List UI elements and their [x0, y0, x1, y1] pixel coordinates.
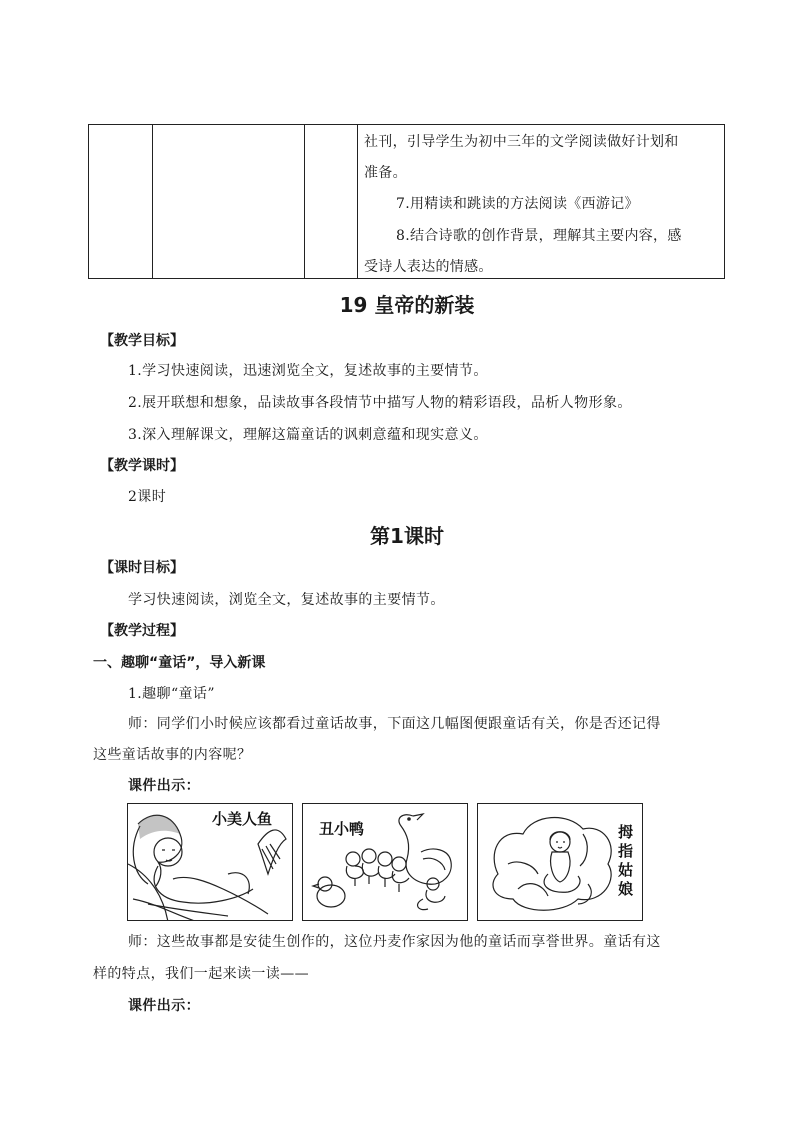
table-line: 8.结合诗歌的创作背景，理解其主要内容，感 [396, 228, 682, 244]
picture-caption: 丑小鸭 [319, 820, 365, 838]
table-divider [152, 125, 153, 278]
section-heading: 一、趣聊“童话”，导入新课 [93, 655, 266, 671]
table-line: 社刊，引导学生为初中三年的文学阅读做好计划和 [364, 134, 679, 150]
little-mermaid-image [127, 803, 293, 921]
picture-caption: 拇指姑娘 [616, 824, 634, 900]
lesson-goal-text: 学习快速阅读，浏览全文，复述故事的主要情节。 [128, 592, 445, 608]
ugly-duckling-image [302, 803, 468, 921]
objective-item: 2.展开联想和想象，品读故事各段情节中描写人物的精彩语段，品析人物形象。 [128, 395, 632, 411]
step-heading: 1.趣聊“童话” [128, 686, 215, 702]
process-heading: 【教学过程】 [100, 623, 184, 639]
course-table [88, 124, 725, 279]
objective-item: 1.学习快速阅读，迅速浏览全文，复述故事的主要情节。 [128, 363, 488, 379]
table-line: 7.用精读和跳读的方法阅读《西游记》 [396, 196, 639, 212]
table-divider [304, 125, 305, 278]
show-label: 课件出示： [128, 998, 200, 1014]
paragraph-line: 师：这些故事都是安徒生创作的，这位丹麦作家因为他的童话而享誉世界。童话有这 [128, 934, 661, 950]
period-title: 第1课时 [370, 524, 444, 548]
table-line: 受诗人表达的情感。 [364, 259, 493, 275]
hours-value: 2课时 [128, 489, 167, 505]
objective-item: 3.深入理解课文，理解这篇童话的讽刺意蕴和现实意义。 [128, 427, 488, 443]
lesson-title: 19 皇帝的新装 [339, 293, 475, 317]
show-label: 课件出示： [128, 778, 200, 794]
lesson-goal-heading: 【课时目标】 [100, 560, 184, 576]
picture-caption: 小美人鱼 [212, 810, 273, 828]
paragraph-line: 师：同学们小时候应该都看过童话故事，下面这几幅图便跟童话有关，你是否还记得 [128, 716, 661, 732]
objectives-heading: 【教学目标】 [100, 333, 184, 349]
table-divider [357, 125, 358, 278]
paragraph-line: 这些童话故事的内容呢？ [93, 747, 252, 763]
paragraph-line: 样的特点，我们一起来读一读—— [93, 966, 309, 982]
hours-heading: 【教学课时】 [100, 458, 184, 474]
thumbelina-image [477, 803, 643, 921]
table-line: 准备。 [364, 165, 407, 181]
